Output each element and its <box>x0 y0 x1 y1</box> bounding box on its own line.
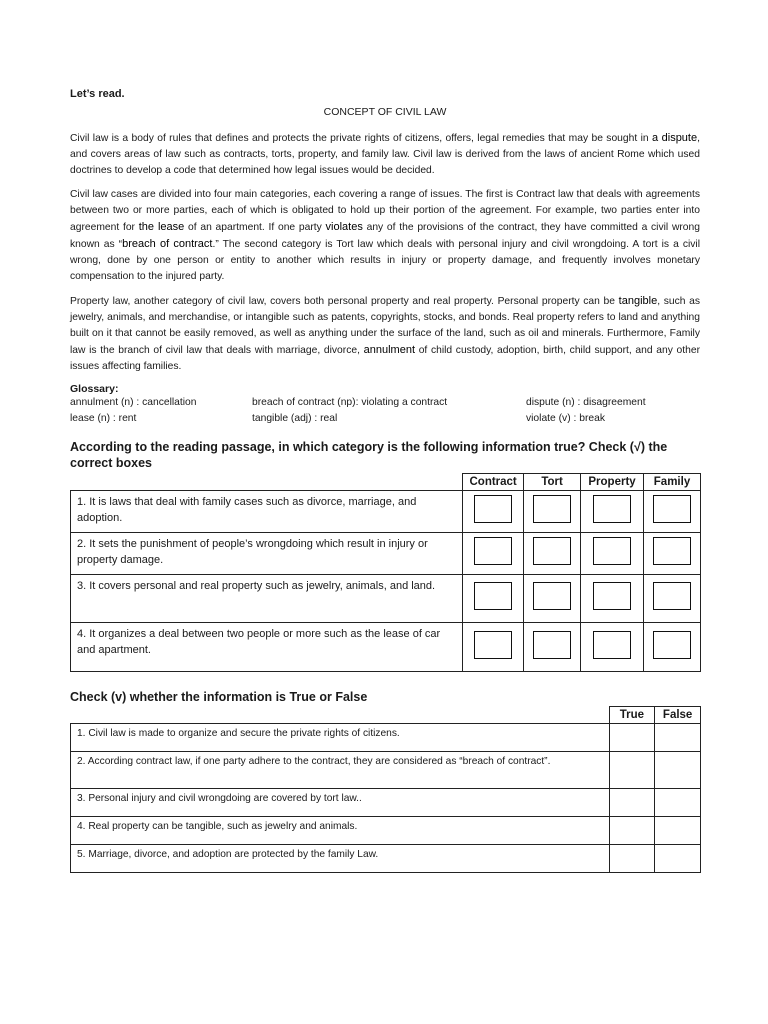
cell-property <box>581 491 644 533</box>
keyword-dispute: a dispute <box>651 132 698 144</box>
table-row <box>71 575 701 623</box>
checkbox[interactable] <box>533 495 571 523</box>
cell-contract <box>463 575 524 623</box>
true-answer-cell[interactable] <box>609 845 655 873</box>
table-row <box>71 533 701 575</box>
statement: 2. According contract law, if one party adhere to the contract, they are considered as “breach of contract”. <box>71 752 610 789</box>
paragraph-1 <box>70 130 700 179</box>
cell-family <box>644 491 701 533</box>
glossary-item: tangible (adj) : real <box>252 413 338 424</box>
table-row <box>71 817 701 845</box>
glossary-heading: Glossary: <box>70 383 119 395</box>
keyword-annulment: annulment <box>363 344 416 356</box>
checkbox[interactable] <box>593 495 631 523</box>
paragraph-text: of child custody, adoption, birth, child support, and any other issues affecting families. <box>70 345 701 372</box>
keyword-breach-of-contract: breach of contract <box>122 238 213 250</box>
cell-tort <box>524 575 581 623</box>
keyword-lease: the lease <box>138 221 185 233</box>
paragraph-text: , and covers areas of law such as contracts, torts, property, and family law. Civil law is derived from the laws of ancient Rome which used doctrines to develop a code that determined how legal issues would be decided. <box>70 133 700 176</box>
table-row <box>71 845 701 873</box>
category-table <box>70 473 701 672</box>
true-answer-cell[interactable] <box>609 789 655 817</box>
statement: 4. Real property can be tangible, such as jewelry and animals. <box>71 817 610 845</box>
paragraph-text: Civil law is a body of rules that defines and protects the private rights of citizens, offers, legal remedies that may be sought in <box>70 133 652 144</box>
intro-heading: Let’s read. <box>70 88 125 100</box>
true-false-table <box>70 706 701 873</box>
statement: 2. It sets the punishment of people’s wrongdoing which result in injury or property damage. <box>71 533 463 575</box>
false-answer-cell[interactable] <box>655 752 701 789</box>
table-row <box>71 491 701 533</box>
paragraph-text: .” The second category is Tort law which deals with personal injury and civil wrongdoing. A tort is a civil wrong, done by one person or entity to another which results in injury or property damage, and frequently involves monetary compensation to the injured party. <box>70 239 700 282</box>
cell-tort <box>524 533 581 575</box>
false-answer-cell[interactable] <box>655 817 701 845</box>
glossary-item: annulment (n) : cancellation <box>70 397 197 408</box>
paragraph-2 <box>70 187 700 285</box>
checkbox[interactable] <box>533 582 571 610</box>
col-false: False <box>655 707 701 724</box>
checkbox[interactable] <box>474 537 512 565</box>
checkbox[interactable] <box>474 582 512 610</box>
cell-contract <box>463 623 524 672</box>
paragraph-text: any of the provisions of the contract, they have committed a civil wrong known as “ <box>70 222 700 250</box>
cell-family <box>644 623 701 672</box>
cell-property <box>581 623 644 672</box>
checkbox[interactable] <box>593 537 631 565</box>
cell-property <box>581 533 644 575</box>
paragraph-text: of an apartment. If one party <box>184 222 326 233</box>
statement: 1. Civil law is made to organize and secure the private rights of citizens. <box>71 724 610 752</box>
keyword-violates: violates <box>325 221 363 233</box>
checkbox[interactable] <box>593 582 631 610</box>
checkbox[interactable] <box>653 582 691 610</box>
col-contract: Contract <box>463 474 524 491</box>
checkbox[interactable] <box>653 495 691 523</box>
glossary-item: violate (v) : break <box>526 413 605 424</box>
false-answer-cell[interactable] <box>655 789 701 817</box>
true-answer-cell[interactable] <box>609 724 655 752</box>
col-true: True <box>609 707 655 724</box>
table-header-row <box>71 474 701 491</box>
true-answer-cell[interactable] <box>609 752 655 789</box>
statement: 5. Marriage, divorce, and adoption are protected by the family Law. <box>71 845 610 873</box>
cell-family <box>644 575 701 623</box>
table-row <box>71 623 701 672</box>
checkbox[interactable] <box>653 537 691 565</box>
header-blank <box>71 474 463 491</box>
glossary-list <box>70 395 700 427</box>
glossary-item: lease (n) : rent <box>70 413 137 424</box>
cell-tort <box>524 623 581 672</box>
checkbox[interactable] <box>474 495 512 523</box>
cell-family <box>644 533 701 575</box>
statement: 3. Personal injury and civil wrongdoing are covered by tort law.. <box>71 789 610 817</box>
checkbox[interactable] <box>533 631 571 659</box>
false-answer-cell[interactable] <box>655 845 701 873</box>
paragraph-text: , such as jewelry, animals, and merchandise, or intangible such as patents, copyrights, stocks, and bonds. Real property refers to land and anything built on it that cannot be easily removed, as well as anything under the surface of the land, such as oil and minerals. Furthermore, Family law is the branch of civil law that deals with marriage, divorce, <box>70 296 700 356</box>
glossary-item: breach of contract (np): violating a contract <box>252 397 448 408</box>
header-blank <box>71 707 610 724</box>
true-answer-cell[interactable] <box>609 817 655 845</box>
cell-contract <box>463 533 524 575</box>
task1-heading: According to the reading passage, in which category is the following information true? Check (√) the correct boxes <box>70 440 668 470</box>
col-family: Family <box>644 474 701 491</box>
paragraph-3 <box>70 293 700 375</box>
cell-property <box>581 575 644 623</box>
cell-tort <box>524 491 581 533</box>
cell-contract <box>463 491 524 533</box>
col-property: Property <box>581 474 644 491</box>
statement: 3. It covers personal and real property such as jewelry, animals, and land. <box>71 575 463 623</box>
checkbox[interactable] <box>533 537 571 565</box>
statement: 4. It organizes a deal between two people or more such as the lease of car and apartment. <box>71 623 463 672</box>
statement: 1. It is laws that deal with family cases such as divorce, marriage, and adoption. <box>71 491 463 533</box>
keyword-tangible: tangible <box>618 295 658 307</box>
paragraph-text: Property law, another category of civil law, covers both personal property and real property. Personal property can be <box>70 296 619 307</box>
task2-heading: Check (v) whether the information is True or False <box>70 690 368 704</box>
table-row <box>71 752 701 789</box>
col-tort: Tort <box>524 474 581 491</box>
worksheet-page <box>70 88 700 873</box>
paragraph-text: Civil law cases are divided into four main categories, each covering a range of issues. The first is Contract law that deals with agreements between two or more parties, each of which is obligated to hold up their portion of the agreement. For example, two parties enter into agreement for <box>70 189 700 233</box>
false-answer-cell[interactable] <box>655 724 701 752</box>
table-header-row <box>71 707 701 724</box>
checkbox[interactable] <box>474 631 512 659</box>
checkbox[interactable] <box>653 631 691 659</box>
table-row <box>71 789 701 817</box>
table-row <box>71 724 701 752</box>
passage-title: CONCEPT OF CIVIL LAW <box>323 106 447 118</box>
glossary-item: dispute (n) : disagreement <box>526 397 646 408</box>
checkbox[interactable] <box>593 631 631 659</box>
